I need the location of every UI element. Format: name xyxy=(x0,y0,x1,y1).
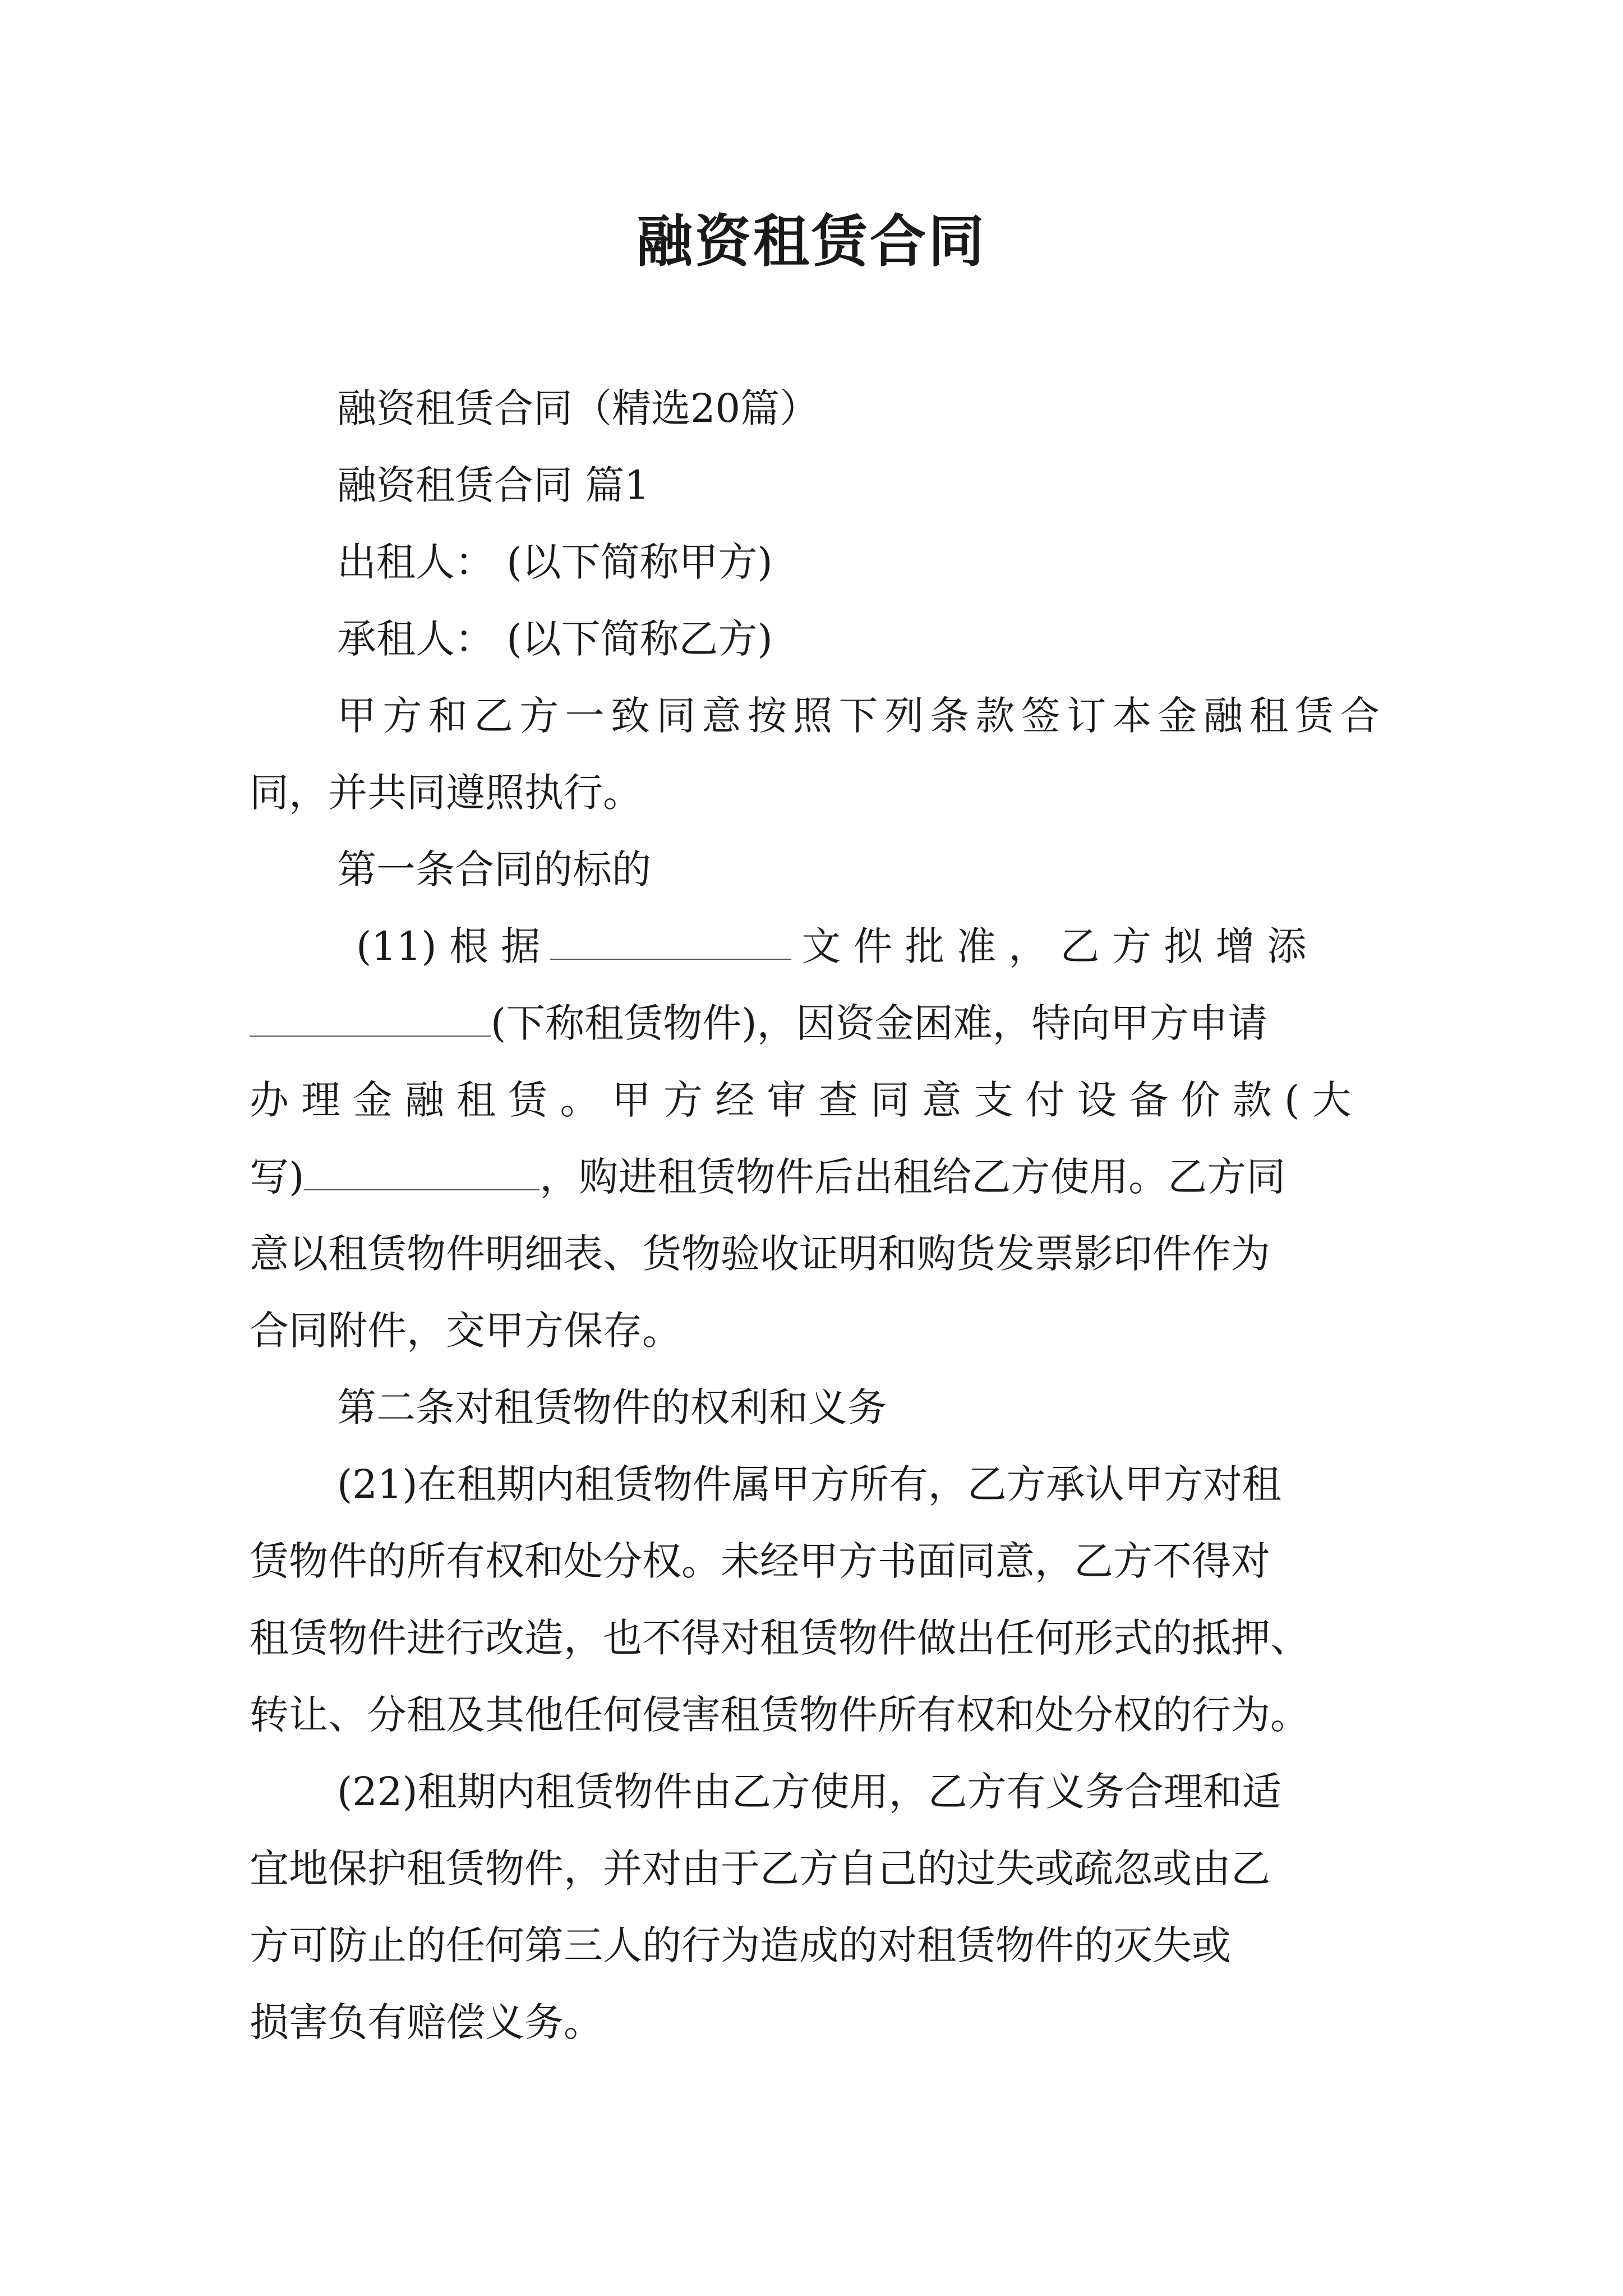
clause-1-1-line-6: 合同附件，交甲方保存。 xyxy=(250,1308,681,1354)
document-title: 融资租赁合同 xyxy=(637,208,986,274)
clause-1-1-line-3: 办 理 金 融 租 赁 。 甲 方 经 审 查 同 意 支 付 设 备 价 款 ( 大 xyxy=(250,1077,1352,1123)
equipment-name-blank xyxy=(250,1002,491,1037)
clause-1-1-text-e: ，购进租赁物件后出租给乙方使用。乙方同 xyxy=(540,1154,1286,1200)
clause-2-1-line-3: 租赁物件进行改造，也不得对租赁物件做出任何形式的抵押、 xyxy=(250,1615,1310,1661)
clause-1-1 xyxy=(250,908,1380,1369)
clause-1-1-text-c: (下称租赁物件)，因资金困难，特向甲方申请 xyxy=(491,1000,1267,1046)
section-title: 融资租赁合同 篇1 xyxy=(337,462,649,508)
document-body xyxy=(250,370,1380,2061)
clause-2-2-line-4: 损害负有赔偿义务。 xyxy=(250,1999,603,2045)
clause-1-1-text-d: 写) xyxy=(250,1154,305,1200)
clause-2-2-line-2: 宜地保护租赁物件，并对由于乙方自己的过失或疏忽或由乙 xyxy=(250,1846,1270,1892)
approval-doc-blank xyxy=(550,926,791,960)
clause-2-1 xyxy=(250,1446,1380,1754)
clause-1-1-line-4 xyxy=(250,1139,1380,1216)
intro-line-1: 甲方和乙方一致同意按照下列条款签订本金融租赁合 xyxy=(337,693,1380,739)
clause-1-1-line-1 xyxy=(250,908,1380,985)
price-amount-blank xyxy=(304,1156,540,1191)
intro-line-2: 同，并共同遵照执行。 xyxy=(250,770,642,816)
clause-2-1-line-1: (21)在租期内租赁物件属甲方所有，乙方承认甲方对租 xyxy=(337,1461,1281,1507)
intro-paragraph xyxy=(250,678,1380,831)
clause-2-1-line-4: 转让、分租及其他任何侵害租赁物件所有权和处分权的行为。 xyxy=(250,1692,1310,1738)
subtitle: 融资租赁合同（精选20篇） xyxy=(337,385,819,431)
clause-2-1-line-2: 赁物件的所有权和处分权。未经甲方书面同意，乙方不得对 xyxy=(250,1538,1270,1584)
clause-2-2-line-3: 方可防止的任何第三人的行为造成的对租赁物件的灭失或 xyxy=(250,1922,1231,1968)
clause-1-1-line-2 xyxy=(250,985,1380,1062)
lessee-line: 承租人： (以下简称乙方) xyxy=(337,616,773,662)
article-2-title: 第二条对租赁物件的权利和义务 xyxy=(337,1384,887,1430)
lessor-line: 出租人： (以下简称甲方) xyxy=(337,539,773,585)
article-1-title: 第一条合同的标的 xyxy=(337,846,651,892)
clause-1-1-text-b: 文 件 批 准 ， 乙 方 拟 增 添 xyxy=(801,923,1307,969)
clause-1-1-text-a: (11) 根 据 xyxy=(356,923,541,969)
clause-2-2-line-1: (22)租期内租赁物件由乙方使用，乙方有义务合理和适 xyxy=(337,1769,1281,1815)
clause-2-2 xyxy=(250,1754,1380,2061)
clause-1-1-line-5: 意以租赁物件明细表、货物验收证明和购货发票影印件作为 xyxy=(250,1231,1270,1277)
